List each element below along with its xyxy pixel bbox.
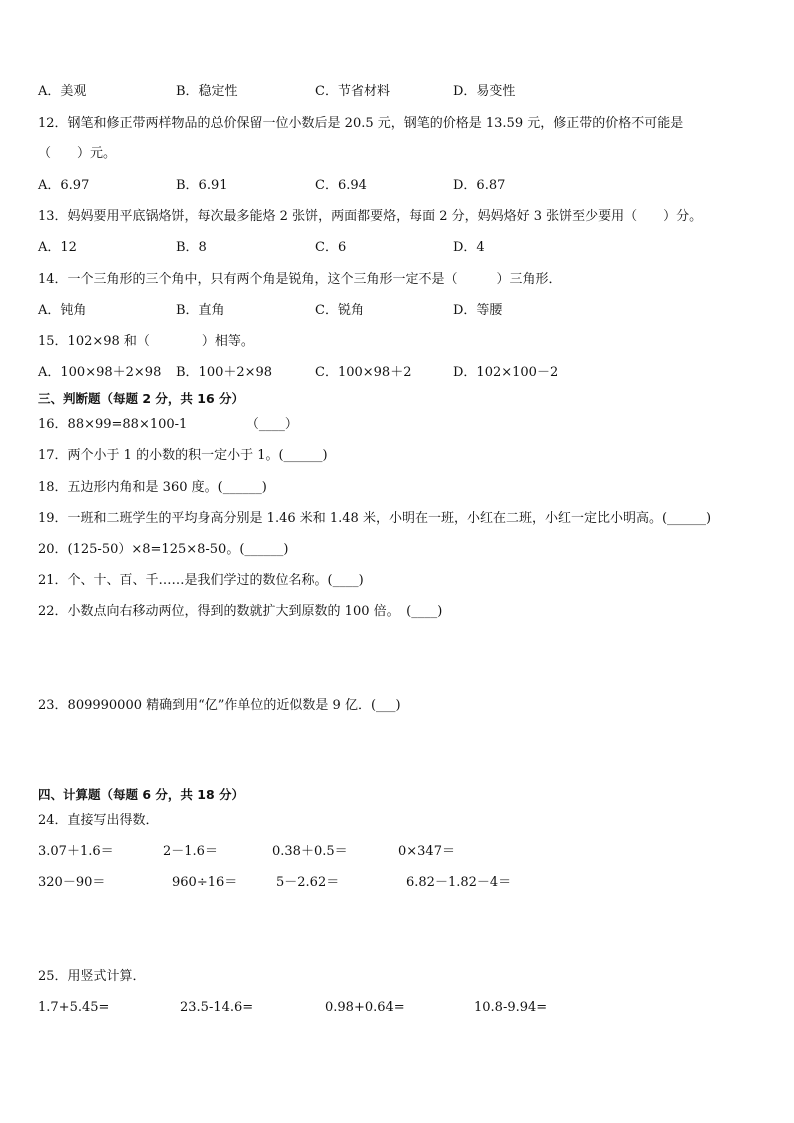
q11-option-a: A．美观 — [38, 84, 87, 99]
q13-option-c: C．6 — [315, 240, 347, 255]
judgment-21: 21．个、十、百、千……是我们学过的数位名称。(____) — [38, 573, 364, 588]
q13-text: 13．妈妈要用平底锅烙饼，每次最多能烙 2 张饼，两面都要烙，每面 2 分，妈妈烙好 3 张饼至少要用（ ）分。 — [38, 209, 703, 224]
q11-option-d: D．易变性 — [453, 84, 516, 99]
q13-option-a: A．12 — [38, 240, 77, 255]
q11-option-b: B．稳定性 — [176, 84, 238, 99]
judgment-22: 22．小数点向右移动两位，得到的数就扩大到原数的 100 倍。 (____) — [38, 604, 443, 619]
q24-title: 24．直接写出得数． — [38, 813, 159, 828]
q12-option-c: C．6.94 — [315, 178, 367, 193]
q12-option-b: B．6.91 — [176, 178, 228, 193]
q24-item-1: 3.07＋1.6＝ — [38, 844, 114, 859]
q12-text-line2: （ ）元。 — [38, 146, 117, 161]
section3-title: 三、判断题（每题 2 分，共 16 分） — [38, 391, 245, 406]
q24-item-4: 0×347＝ — [398, 844, 455, 859]
q15-option-b: B．100＋2×98 — [176, 365, 273, 380]
q25-item-1: 1.7+5.45= — [38, 1000, 110, 1015]
q15-text: 15．102×98 和（ ）相等。 — [38, 334, 254, 349]
q24-item-6: 960÷16＝ — [172, 875, 238, 890]
q24-item-7: 5－2.62＝ — [276, 875, 340, 890]
q12-text-line1: 12．钢笔和修正带两样物品的总价保留一位小数后是 20.5 元，钢笔的价格是 13.59 元，修正带的价格不可能是 — [38, 116, 684, 131]
q25-title: 25．用竖式计算． — [38, 969, 146, 984]
q15-option-c: C．100×98＋2 — [315, 365, 412, 380]
judgment-18: 18．五边形内角和是 360 度。(______) — [38, 480, 267, 495]
q25-item-4: 10.8-9.94= — [474, 1000, 548, 1015]
q15-option-a: A．100×98＋2×98 — [38, 365, 162, 380]
q14-option-c: C．锐角 — [315, 303, 364, 318]
judgment-23: 23．809990000 精确到用“亿”作单位的近似数是 9 亿．(___) — [38, 698, 401, 713]
q13-option-b: B．8 — [176, 240, 207, 255]
judgment-20: 20．(125-50）×8=125×8-50。(______) — [38, 542, 289, 557]
q25-item-3: 0.98+0.64= — [325, 1000, 405, 1015]
q24-item-2: 2－1.6＝ — [163, 844, 218, 859]
judgment-17: 17．两个小于 1 的小数的积一定小于 1。(______) — [38, 448, 328, 463]
judgment-16: 16．88×99=88×100-1 （____） — [38, 417, 298, 432]
q25-item-2: 23.5-14.6= — [180, 1000, 254, 1015]
q14-option-b: B．直角 — [176, 303, 225, 318]
judgment-19: 19．一班和二班学生的平均身高分别是 1.46 米和 1.48 米，小明在一班，小红在二班，小红一定比小明高。(______) — [38, 511, 712, 526]
section4-title: 四、计算题（每题 6 分，共 18 分） — [38, 787, 245, 802]
q14-text: 14．一个三角形的三个角中，只有两个角是锐角，这个三角形一定不是（ ）三角形． — [38, 272, 562, 287]
q14-option-a: A．钝角 — [38, 303, 87, 318]
q24-item-5: 320－90＝ — [38, 875, 106, 890]
q15-option-d: D．102×100－2 — [453, 365, 559, 380]
q12-option-a: A．6.97 — [38, 178, 90, 193]
q13-option-d: D．4 — [453, 240, 485, 255]
q11-option-c: C．节省材料 — [315, 84, 390, 99]
q24-item-8: 6.82－1.82－4＝ — [406, 875, 512, 890]
q12-option-d: D．6.87 — [453, 178, 506, 193]
q24-item-3: 0.38＋0.5＝ — [272, 844, 348, 859]
q14-option-d: D．等腰 — [453, 303, 503, 318]
